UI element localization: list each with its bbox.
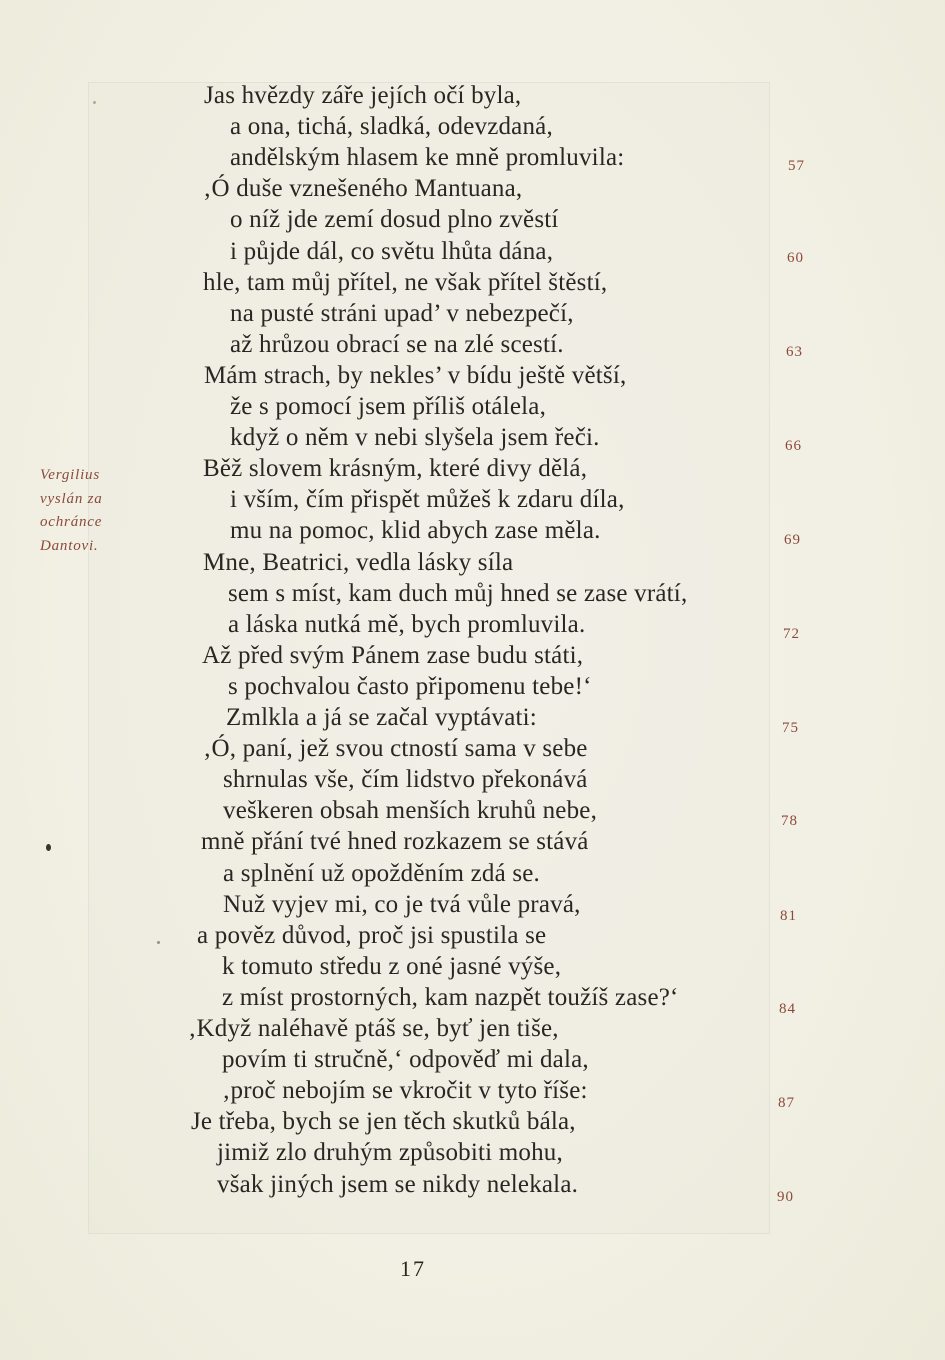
verse-line: jimiž zlo druhým způsobiti mohu, (217, 1139, 563, 1167)
line-number: 78 (781, 813, 798, 829)
verse-line: mu na pomoc, klid abych zase měla. (230, 517, 601, 545)
verse-line: ‚Když naléhavě ptáš se, byť jen tiše, (188, 1015, 559, 1042)
line-number: 75 (782, 720, 799, 736)
line-number: 63 (786, 344, 803, 360)
verse-line: a ona, tichá, sladká, odevzdaná, (230, 113, 553, 141)
verse-line: a láska nutká mě, bych promluvila. (228, 610, 586, 638)
verse-line: k tomuto středu z oné jasné výše, (222, 952, 562, 980)
verse-line: Jas hvězdy záře jejích očí byla, (204, 82, 522, 109)
line-number: 90 (777, 1189, 794, 1205)
verse-line: Je třeba, bych se jen těch skutků bála, (191, 1108, 576, 1136)
verse-line: Zmlkla a já se začal vyptávati: (226, 704, 537, 731)
verse-line: Až před svým Pánem zase budu státi, (202, 641, 584, 669)
verse-line: a splnění už opožděním zdá se. (223, 859, 541, 887)
gloss-line: Vergilius (40, 467, 100, 483)
verse-line: Nuž vyjev mi, co je tvá vůle pravá, (223, 890, 581, 918)
verse-line: ‚Ó, paní, jež svou ctností sama v sebe (203, 735, 588, 763)
verse-line: ‚proč nebojím se vkročit v tyto říše: (222, 1077, 588, 1105)
verse-line: o níž jde zemí dosud plno zvěstí (230, 206, 559, 234)
verse-line: shrnulas vše, čím lidstvo překonává (223, 766, 588, 794)
verse-line: když o něm v nebi slyšela jsem řeči. (230, 424, 600, 452)
line-number: 57 (788, 158, 805, 174)
verse-line: hle, tam můj přítel, ne však přítel štěstí, (203, 268, 608, 296)
verse-line: sem s míst, kam duch můj hned se zase vrátí, (228, 579, 688, 607)
margin-gloss (40, 464, 140, 558)
gloss-line: ochránce (40, 514, 103, 530)
verse-line: ‚Ó duše vznešeného Mantuana, (203, 175, 523, 203)
verse-line: i půjde dál, co světu lhůta dána, (230, 237, 554, 265)
line-number: 72 (783, 626, 800, 642)
verse-line: Mne, Beatrici, vedla lásky síla (203, 548, 514, 576)
verse-line: andělským hlasem ke mně promluvila: (230, 144, 625, 172)
line-number: 87 (778, 1095, 795, 1111)
paper-speck (46, 844, 51, 851)
verse-line: povím ti stručně,‘ odpověď mi dala, (222, 1046, 589, 1074)
gloss-line: vyslán za (40, 490, 103, 507)
line-number: 69 (784, 532, 801, 548)
verse-line: však jiných jsem se nikdy nelekala. (217, 1170, 579, 1198)
verse-line: mně přání tvé hned rozkazem se stává (201, 828, 589, 856)
line-number: 84 (779, 1001, 796, 1017)
line-number: 66 (785, 438, 802, 454)
verse-line: veškeren obsah menších kruhů nebe, (223, 797, 598, 825)
gloss-line: Dantovi. (40, 537, 99, 554)
paper-speck (157, 941, 160, 944)
paper-speck (93, 101, 96, 104)
line-number: 81 (780, 908, 797, 924)
verse-line: Mám strach, by nekles’ v bídu ještě větší, (204, 361, 627, 389)
verse-line: Běž slovem krásným, které divy dělá, (203, 455, 588, 483)
verse-line: s pochvalou často připomenu tebe!‘ (228, 672, 592, 700)
line-number: 60 (787, 250, 804, 266)
verse-line: a pověz důvod, proč jsi spustila se (197, 921, 547, 949)
page-number: 17 (400, 1256, 426, 1281)
verse-line: až hrůzou obrací se na zlé scestí. (230, 330, 564, 358)
verse-line: i vším, čím přispět můžeš k zdaru díla, (230, 486, 625, 514)
verse-line: z míst prostorných, kam nazpět toužíš zase?‘ (222, 983, 679, 1011)
verse-line: že s pomocí jsem příliš otálela, (230, 393, 547, 420)
verse-line: na pusté stráni upad’ v nebezpečí, (230, 299, 574, 327)
